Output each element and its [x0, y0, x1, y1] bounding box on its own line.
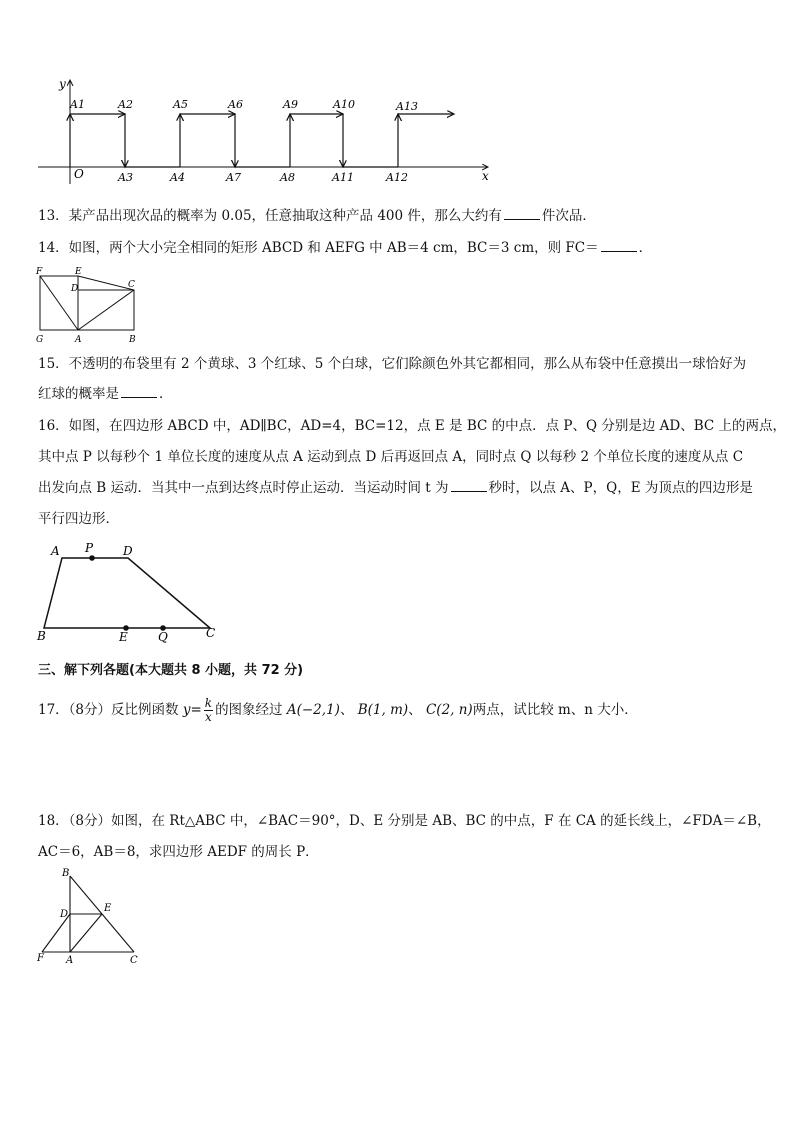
label-e: E: [75, 267, 82, 277]
q15-text: 红球的概率是: [38, 386, 119, 402]
question-16-line1: 16．如图，在四边形 ABCD 中，AD∥BC，AD=4，BC=12，点 E 是 BC 的中点．点 P、Q 分别是边 AD、BC 上的两点，: [38, 418, 787, 434]
triangle-figure: [34, 866, 144, 966]
q17-frac-num: k: [204, 696, 213, 710]
zigzag-figure: [30, 72, 500, 190]
q17-point-c: C(2, n): [425, 702, 473, 718]
question-15-line2: [38, 384, 173, 404]
label-a1: A1: [70, 98, 85, 111]
question-16-line3: [38, 478, 753, 498]
label-c: C: [206, 626, 216, 640]
label-a: A: [75, 335, 82, 345]
q14-text: 14．如图，两个大小完全相同的矩形 ABCD 和 AEFG 中 AB＝4 cm，BC＝3 cm，则 FC＝: [38, 240, 599, 256]
q17-fraction: [204, 697, 213, 724]
q15-text-end: ．: [159, 386, 173, 402]
q17-sep2: 、: [408, 702, 422, 718]
question-18-line1: 18．（8分）如图，在 Rt△ABC 中，∠BAC＝90°，D、E 分别是 AB、BC 的中点，F 在 CA 的延长线上，∠FDA＝∠B，: [38, 813, 771, 829]
q17-point-a: A(−2,1): [286, 702, 340, 718]
q13-text: 13．某产品出现次品的概率为 0.05，任意抽取这种产品 400 件，那么大约有: [38, 208, 502, 224]
label-a: A: [51, 544, 60, 558]
label-b: B: [129, 335, 136, 345]
label-a6: A6: [228, 98, 243, 111]
label-p: P: [85, 541, 94, 555]
label-f: F: [36, 267, 43, 277]
q14-blank: [601, 238, 637, 252]
label-f: F: [37, 953, 44, 964]
label-a7: A7: [226, 171, 241, 184]
y-axis-label: y: [59, 77, 66, 91]
label-a: A: [66, 955, 74, 966]
label-a3: A3: [118, 171, 133, 184]
q16-text-end: 秒时，以点 A、P，Q，E 为顶点的四边形是: [488, 480, 753, 496]
question-16-line2: 其中点 P 以每秒个 1 单位长度的速度从点 A 运动到点 D 后再返回点 A，同时点 Q 以每秒 2 个单位长度的速度从点 C: [38, 449, 744, 465]
label-d: D: [60, 909, 69, 920]
section-heading: 三、解下列各题(本大题共 8 小题，共 72 分): [38, 663, 304, 678]
label-a8: A8: [280, 171, 295, 184]
question-14: [38, 238, 652, 258]
x-axis-label: x: [482, 169, 489, 183]
label-a10: A10: [333, 98, 355, 111]
q17-prefix: 17．（8分）反比例函数: [38, 702, 179, 718]
label-q: Q: [158, 630, 168, 644]
label-a9: A9: [283, 98, 298, 111]
label-e: E: [104, 903, 112, 914]
question-13: [38, 206, 596, 226]
label-a11: A11: [332, 171, 354, 184]
question-18-line2: AC＝6，AB＝8，求四边形 AEDF 的周长 P．: [38, 844, 319, 860]
label-a4: A4: [170, 171, 185, 184]
q17-frac-den: x: [205, 710, 212, 724]
rectangles-figure: [34, 264, 144, 346]
label-e: E: [119, 630, 128, 644]
q13-blank: [504, 206, 540, 220]
label-d: D: [123, 544, 133, 558]
q16-text: 出发向点 B 运动．当其中一点到达终点时停止运动．当运动时间 t 为: [38, 480, 449, 496]
point-p: [89, 555, 95, 561]
label-a13: A13: [396, 100, 418, 113]
label-a5: A5: [173, 98, 188, 111]
label-b: B: [62, 868, 70, 879]
origin-label: O: [74, 167, 84, 181]
label-a2: A2: [118, 98, 133, 111]
q17-point-b: B(1, m): [357, 702, 409, 718]
q17-eq: =: [190, 702, 202, 718]
q16-blank: [451, 478, 487, 492]
trapezoid-figure: [34, 540, 220, 646]
q13-text-end: 件次品．: [541, 208, 596, 224]
q15-blank: [121, 384, 157, 398]
q14-text-end: ．: [638, 240, 653, 256]
label-g: G: [36, 335, 44, 345]
question-17: [38, 692, 638, 728]
label-b: B: [37, 629, 46, 643]
question-15-line1: 15．不透明的布袋里有 2 个黄球、3 个红球、5 个白球，它们除颜色外其它都相同，那么从布袋中任意摸出一球恰好为: [38, 356, 747, 372]
q17-sep1: 、: [339, 702, 354, 718]
q17-suffix: 两点，试比较 m、n 大小．: [472, 702, 638, 718]
label-a12: A12: [386, 171, 408, 184]
question-16-line4: 平行四边形．: [38, 511, 119, 527]
label-c: C: [130, 955, 138, 966]
label-d: D: [71, 284, 79, 294]
q17-y: y: [182, 702, 191, 718]
label-c: C: [128, 280, 135, 290]
q17-mid: 的图象经过: [215, 702, 283, 718]
